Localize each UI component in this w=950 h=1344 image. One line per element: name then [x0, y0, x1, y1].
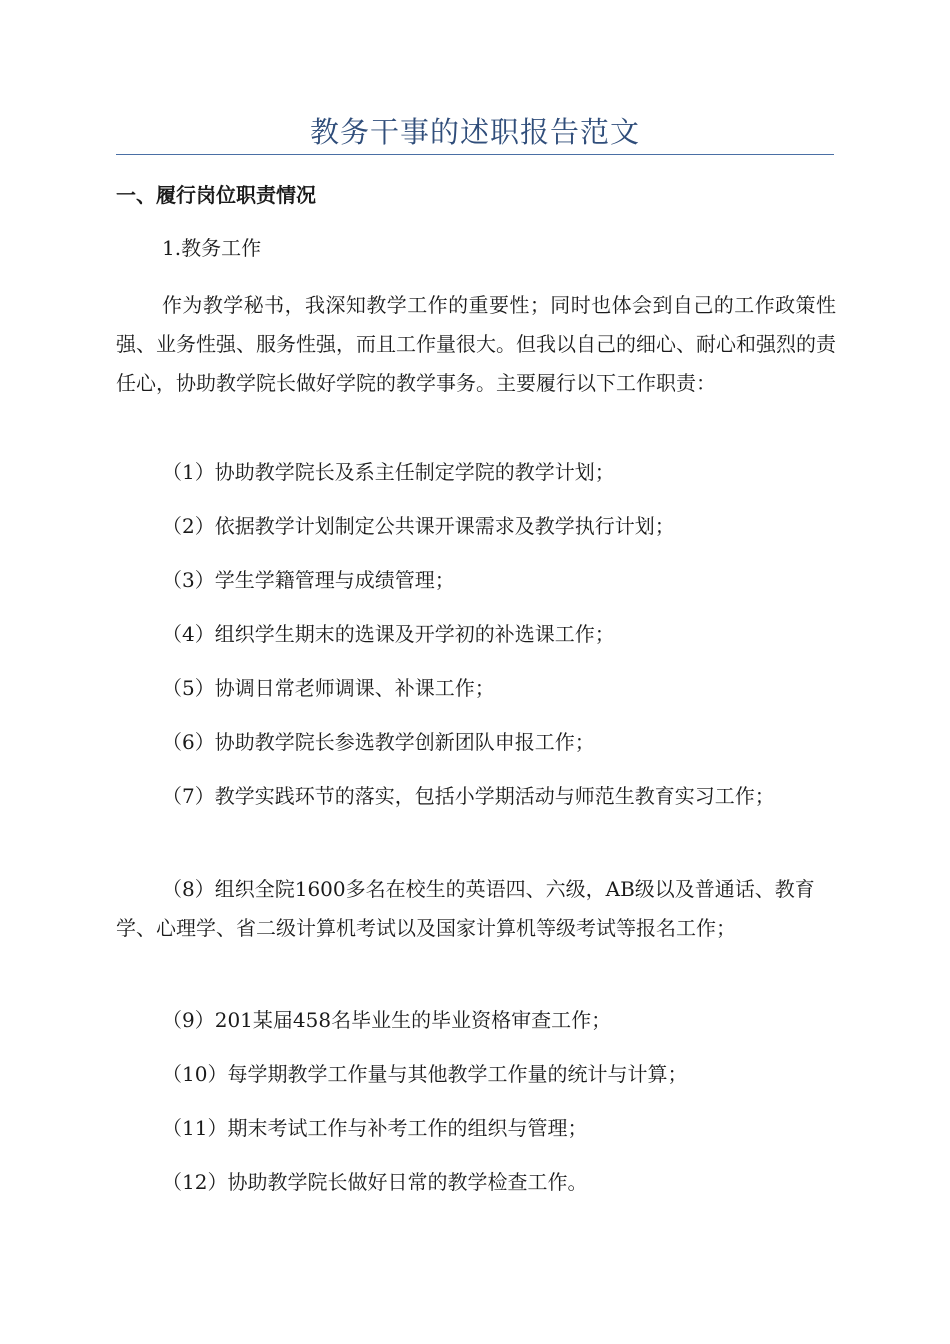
- section-heading: 一、履行岗位职责情况: [116, 183, 316, 207]
- list-item: （2）依据教学计划制定公共课开课需求及教学执行计划；: [162, 514, 675, 538]
- intro-paragraph: 作为教学秘书，我深知教学工作的重要性；同时也体会到自己的工作政策性强、业务性强、服务性强，而且工作量很大。但我以自己的细心、耐心和强烈的责任心，协助教学院长做好学院的教学事务。主要履行以下工作职责：: [116, 293, 836, 395]
- list-item: （6）协助教学院长参选教学创新团队申报工作；: [162, 730, 595, 754]
- list-item: （12）协助教学院长做好日常的教学检查工作。: [162, 1170, 588, 1194]
- title-underline: [116, 154, 834, 155]
- list-item: （1）协助教学院长及系主任制定学院的教学计划；: [162, 460, 615, 484]
- list-item: （10）每学期教学工作量与其他教学工作量的统计与计算；: [162, 1062, 688, 1086]
- list-item: （7）教学实践环节的落实，包括小学期活动与师范生教育实习工作；: [162, 784, 775, 808]
- document-title: 教务干事的述职报告范文: [309, 115, 640, 149]
- subsection-heading: 1.教务工作: [162, 236, 262, 260]
- list-item: （3）学生学籍管理与成绩管理；: [162, 568, 455, 592]
- list-item: （5）协调日常老师调课、补课工作；: [162, 676, 495, 700]
- list-item: （11）期末考试工作与补考工作的组织与管理；: [162, 1116, 588, 1140]
- list-item: （8）组织全院1600多名在校生的英语四、六级，AB级以及普通话、教育学、心理学、省二级计算机考试以及国家计算机等级考试等报名工作；: [116, 877, 815, 940]
- list-item: （9）201某届458名毕业生的毕业资格审查工作；: [162, 1008, 612, 1032]
- list-item: （4）组织学生期末的选课及开学初的补选课工作；: [162, 622, 615, 646]
